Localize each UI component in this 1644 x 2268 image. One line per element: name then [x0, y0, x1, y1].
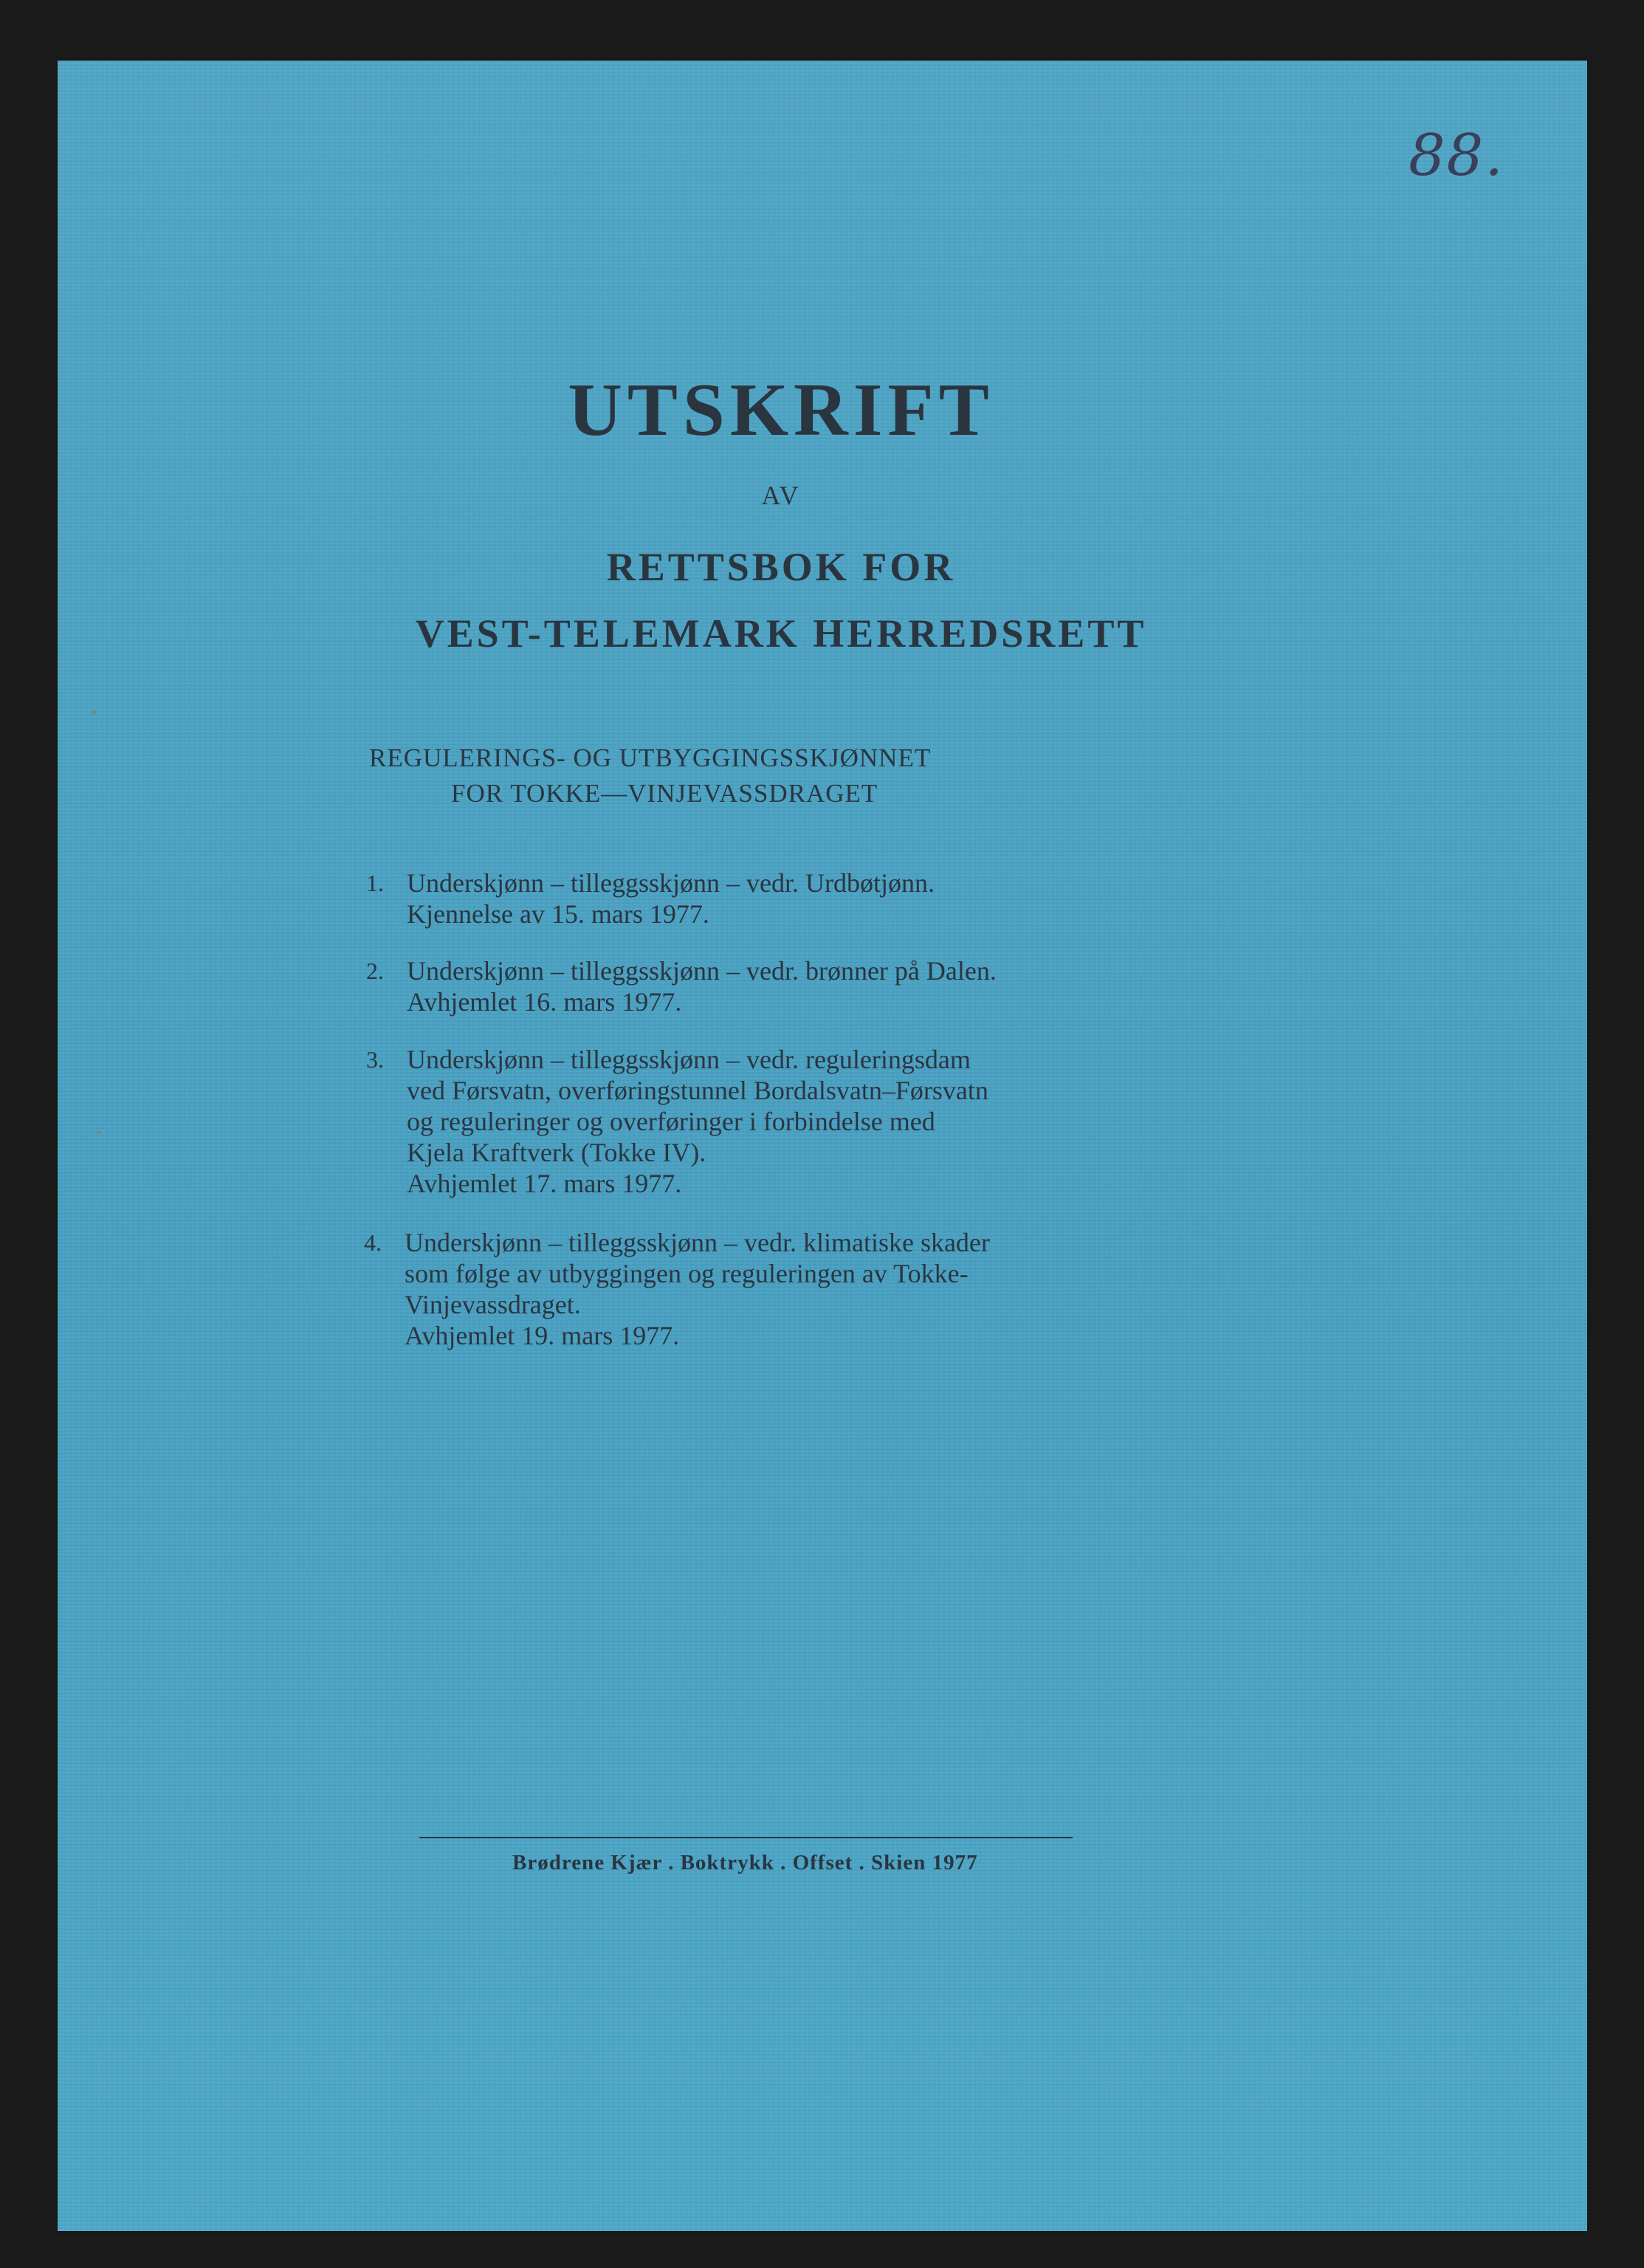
list-item-line: Kjennelse av 15. mars 1977. — [407, 899, 709, 929]
footer-divider — [419, 1837, 1073, 1838]
paper-speck — [92, 710, 96, 715]
list-item-number: 1. — [366, 870, 384, 896]
list-item-number: 3. — [366, 1046, 384, 1073]
list-item — [366, 1044, 988, 1199]
document-title: UTSKRIFT — [568, 368, 994, 452]
list-item-line: Underskjønn – tilleggsskjønn – vedr. klimatiske skader — [405, 1228, 990, 1257]
document-cover — [58, 61, 1587, 2231]
list-item-line: Kjela Kraftverk (Tokke IV). — [407, 1138, 706, 1167]
list-item-line: og reguleringer og overføringer i forbindelse med — [407, 1107, 935, 1136]
printer-imprint: Brødrene Kjær . Boktrykk . Offset . Skien 1977 — [512, 1851, 978, 1874]
list-item-number: 4. — [364, 1229, 382, 1256]
list-item-number: 2. — [366, 958, 384, 984]
list-item-line: ved Førsvatn, overføringstunnel Bordalsvatn–Førsvatn — [407, 1076, 988, 1105]
handwritten-page-number: 88. — [1409, 123, 1505, 189]
list-item — [366, 867, 935, 929]
court-heading-line-2: VEST-TELEMARK HERREDSRETT — [415, 611, 1147, 656]
paper-speck — [97, 1131, 100, 1134]
list-item — [366, 955, 997, 1017]
list-item-line: Underskjønn – tilleggsskjønn – vedr. brønner på Dalen. — [407, 956, 997, 986]
list-item-line: Vinjevassdraget. — [405, 1290, 581, 1319]
list-item-line: Avhjemlet 16. mars 1977. — [407, 987, 682, 1017]
list-item-line: Avhjemlet 19. mars 1977. — [405, 1321, 680, 1350]
subject-heading-line-1: REGULERINGS- OG UTBYGGINGSSKJØNNET — [369, 743, 932, 772]
subject-heading-line-2: FOR TOKKE—VINJEVASSDRAGET — [451, 779, 878, 808]
list-item-line: som følge av utbyggingen og reguleringen av Tokke- — [405, 1259, 969, 1288]
list-item — [364, 1227, 990, 1351]
title-connector: AV — [761, 481, 801, 510]
court-heading-line-1: RETTSBOK FOR — [606, 545, 956, 589]
list-item-line: Underskjønn – tilleggsskjønn – vedr. reguleringsdam — [407, 1045, 971, 1074]
list-item-line: Underskjønn – tilleggsskjønn – vedr. Urdbøtjønn. — [407, 868, 935, 898]
list-item-line: Avhjemlet 17. mars 1977. — [407, 1169, 682, 1198]
